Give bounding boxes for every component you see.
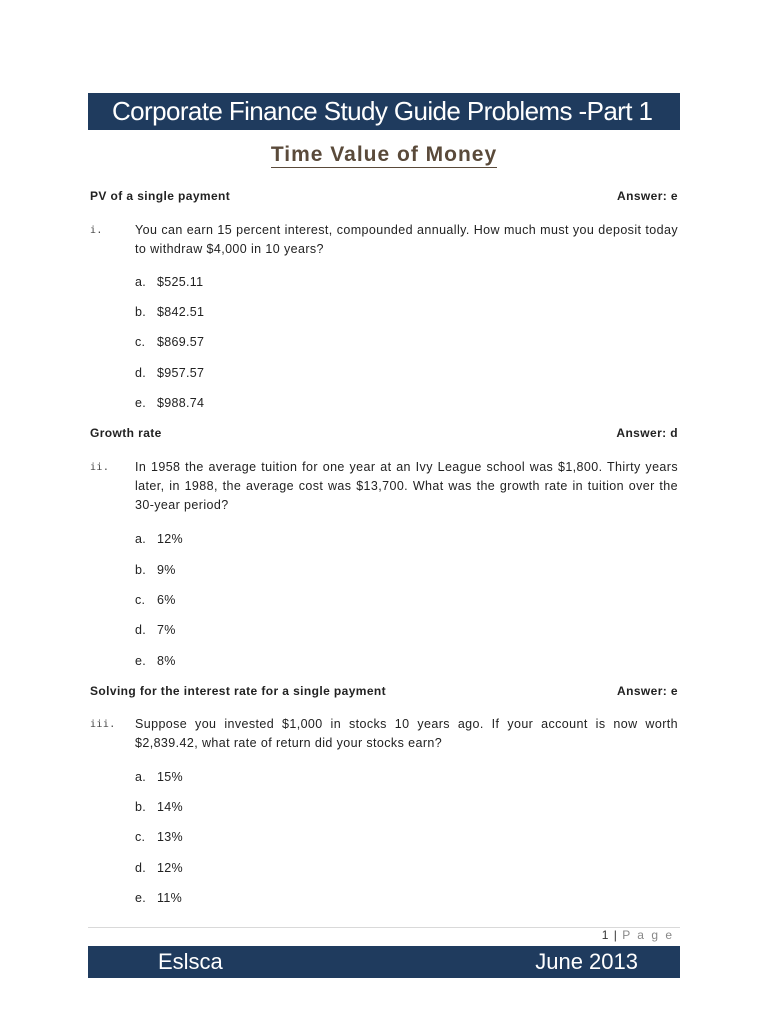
option-value: $525.11 xyxy=(157,275,204,289)
option-value: 9% xyxy=(157,563,176,577)
page-number-value: 1 xyxy=(601,928,610,942)
option-letter: b. xyxy=(135,800,147,814)
answer-option xyxy=(135,563,176,577)
answer-option xyxy=(135,830,183,844)
option-letter: d. xyxy=(135,366,147,380)
question-text: You can earn 15 percent interest, compounded annually. How much must you deposit today to withdraw $4,000 in 10 years? xyxy=(135,223,678,256)
option-letter: e. xyxy=(135,891,147,905)
option-value: 14% xyxy=(157,800,183,814)
document-subtitle xyxy=(0,143,768,167)
page-number xyxy=(602,928,674,942)
subtitle-text: Time Value of Money xyxy=(270,143,498,166)
question-text: In 1958 the average tuition for one year at an Ivy League school was $1,800. Thirty years later, in 1988, the average cost was $13,700. What was the growth rate in tuition over the 30-year period? xyxy=(135,460,678,512)
answer-option xyxy=(135,891,182,905)
option-letter: c. xyxy=(135,593,146,607)
option-letter: d. xyxy=(135,861,147,875)
section-title: Growth rate xyxy=(90,426,162,440)
option-value: 6% xyxy=(157,593,176,607)
question xyxy=(90,458,678,515)
answer-option xyxy=(135,770,183,784)
option-letter: e. xyxy=(135,396,147,410)
option-value: 7% xyxy=(157,623,176,637)
section-title: Solving for the interest rate for a single payment xyxy=(90,684,387,698)
footer-date: June 2013 xyxy=(535,949,638,974)
option-value: 8% xyxy=(157,654,176,668)
option-value: $957.57 xyxy=(157,366,205,380)
option-letter: a. xyxy=(135,275,147,289)
answer-option xyxy=(135,800,183,814)
option-value: 11% xyxy=(157,891,182,905)
option-letter: a. xyxy=(135,532,147,546)
answer-option xyxy=(135,654,176,668)
answer-option xyxy=(135,623,176,637)
question xyxy=(90,221,678,259)
answer-option xyxy=(135,335,204,349)
answer-key: Answer: e xyxy=(617,684,678,698)
page-label: P a g e xyxy=(622,928,674,942)
answer-option xyxy=(135,861,183,875)
answer-option xyxy=(135,593,176,607)
option-letter: c. xyxy=(135,335,146,349)
footer-institution: Eslsca xyxy=(158,949,223,974)
option-value: $869.57 xyxy=(157,335,205,349)
answer-option xyxy=(135,532,183,546)
option-value: $842.51 xyxy=(157,305,205,319)
document-title: Corporate Finance Study Guide Problems -Part 1 xyxy=(88,93,680,130)
section-heading xyxy=(90,426,678,440)
page-separator: | xyxy=(613,928,618,942)
footer-bar xyxy=(88,946,680,978)
option-letter: c. xyxy=(135,830,146,844)
option-letter: b. xyxy=(135,563,147,577)
option-value: 15% xyxy=(157,770,183,784)
question xyxy=(90,715,678,753)
option-letter: a. xyxy=(135,770,147,784)
answer-option xyxy=(135,366,204,380)
section-title: PV of a single payment xyxy=(90,189,231,203)
question-number: iii. xyxy=(90,719,116,730)
answer-option xyxy=(135,275,203,289)
option-letter: e. xyxy=(135,654,147,668)
question-number: i. xyxy=(90,225,103,236)
section-heading xyxy=(90,684,678,698)
answer-option xyxy=(135,305,204,319)
option-letter: b. xyxy=(135,305,147,319)
answer-key: Answer: d xyxy=(616,426,678,440)
answer-key: Answer: e xyxy=(617,189,678,203)
option-letter: d. xyxy=(135,623,147,637)
question-number: ii. xyxy=(90,462,110,473)
option-value: $988.74 xyxy=(157,396,205,410)
section-heading xyxy=(90,189,678,203)
option-value: 12% xyxy=(157,532,183,546)
footer-divider xyxy=(88,927,680,928)
option-value: 12% xyxy=(157,861,183,875)
answer-option xyxy=(135,396,204,410)
option-value: 13% xyxy=(157,830,183,844)
question-text: Suppose you invested $1,000 in stocks 10 years ago. If your account is now worth $2,839.42, what rate of return did your stocks earn? xyxy=(135,717,678,750)
